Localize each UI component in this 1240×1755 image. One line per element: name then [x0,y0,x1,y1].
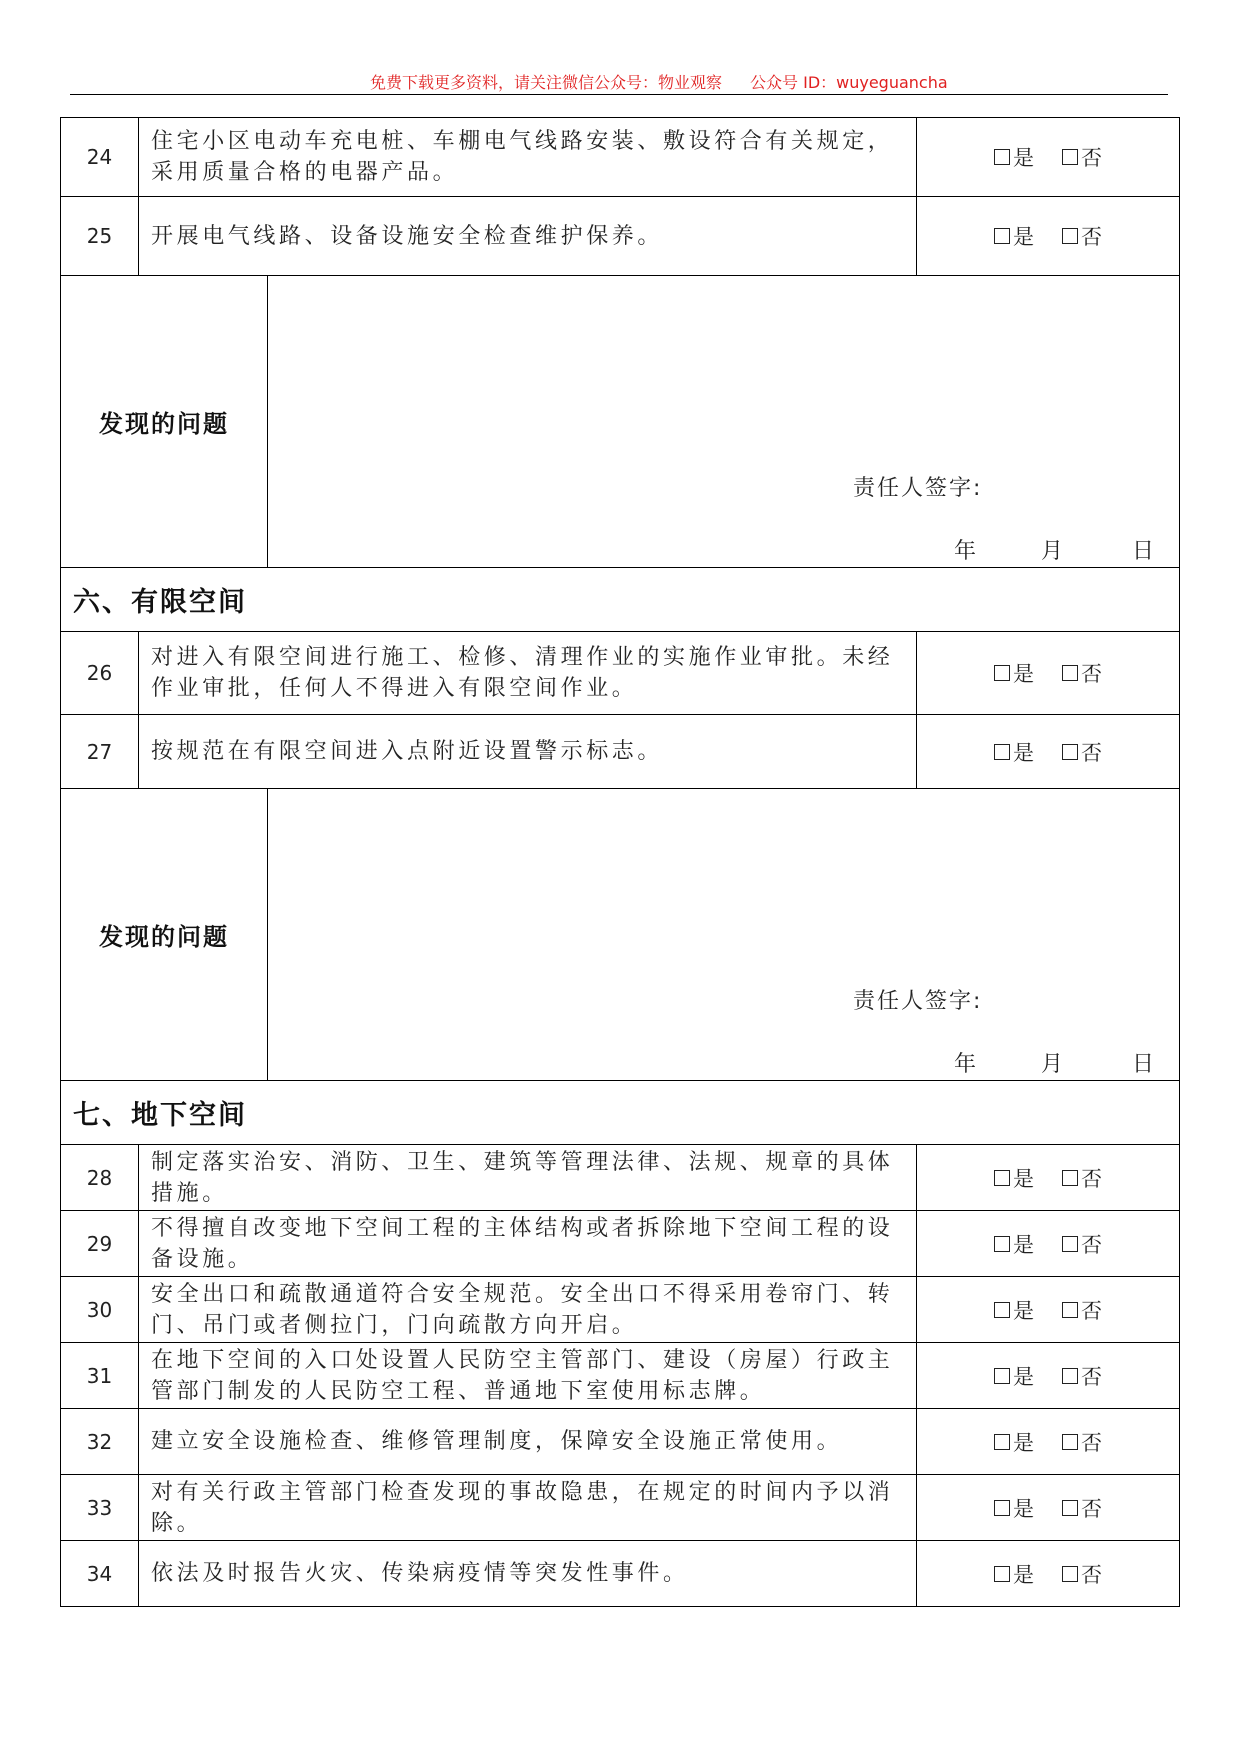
yes-no-options [917,715,1179,788]
no-label: 否 [1081,146,1102,170]
no-option[interactable] [1062,1295,1102,1325]
problem-input-area[interactable] [268,789,1179,1080]
yes-label: 是 [1013,740,1034,765]
yes-label: 是 [1013,1298,1034,1323]
row-description: 开展电气线路、设备设施安全检查维护保养。 [139,197,917,275]
no-option[interactable] [1062,737,1102,767]
yes-option[interactable] [994,1493,1034,1523]
yes-no-options [917,1277,1179,1342]
yes-option[interactable] [994,1427,1034,1457]
checkbox-icon[interactable] [1062,228,1078,244]
table-row [61,1276,1179,1342]
no-label: 否 [1081,1496,1102,1521]
yes-option[interactable] [994,737,1034,767]
row-description: 依法及时报告火灾、传染病疫情等突发性事件。 [139,1541,917,1606]
checkbox-icon[interactable] [1062,1368,1078,1384]
table-row [61,1540,1179,1606]
checkbox-icon[interactable] [1062,1434,1078,1450]
row-number: 32 [61,1409,139,1474]
row-description: 在地下空间的入口处设置人民防空主管部门、建设（房屋）行政主管部门制发的人民防空工程、普通地下室使用标志牌。 [139,1343,917,1408]
no-label: 否 [1081,1166,1102,1191]
problem-label: 发现的问题 [61,789,268,1080]
checkbox-icon[interactable] [1062,665,1078,681]
row-description: 住宅小区电动车充电桩、车棚电气线路安装、敷设符合有关规定，采用质量合格的电器产品。 [139,118,917,196]
table-row [61,714,1179,788]
no-option[interactable] [1062,658,1102,688]
yes-no-options [917,197,1179,275]
checkbox-icon[interactable] [994,149,1010,165]
checkbox-icon[interactable] [1062,1302,1078,1318]
yes-option[interactable] [994,1559,1034,1589]
checkbox-icon[interactable] [994,744,1010,760]
no-label: 否 [1081,1232,1102,1257]
table-row [61,1144,1179,1210]
yes-option[interactable] [994,221,1034,251]
yes-label: 是 [1013,1232,1034,1257]
row-number: 28 [61,1145,139,1210]
checkbox-icon[interactable] [1062,1170,1078,1186]
row-number: 31 [61,1343,139,1408]
yes-option[interactable] [994,1361,1034,1391]
date-month-label: 月 [1041,1052,1064,1077]
checkbox-icon[interactable] [1062,744,1078,760]
yes-no-options [917,1145,1179,1210]
no-option[interactable] [1062,1493,1102,1523]
no-option[interactable] [1062,1361,1102,1391]
checkbox-icon[interactable] [994,1434,1010,1450]
date-month-label: 月 [1041,539,1064,564]
table-row [61,1474,1179,1540]
no-option[interactable] [1062,1559,1102,1589]
problem-input-area[interactable] [268,276,1179,567]
checkbox-icon[interactable] [1062,1566,1078,1582]
yes-no-options [917,1475,1179,1540]
problem-block [61,275,1179,567]
yes-label: 是 [1013,662,1034,686]
row-description: 建立安全设施检查、维修管理制度，保障安全设施正常使用。 [139,1409,917,1474]
checkbox-icon[interactable] [994,228,1010,244]
no-option[interactable] [1062,1163,1102,1193]
table-row [61,118,1179,196]
row-number: 27 [61,715,139,788]
no-label: 否 [1081,662,1102,686]
row-number: 34 [61,1541,139,1606]
row-description: 对进入有限空间进行施工、检修、清理作业的实施作业审批。未经作业审批，任何人不得进入有限空间作业。 [139,632,917,714]
row-description: 按规范在有限空间进入点附近设置警示标志。 [139,715,917,788]
yes-option[interactable] [994,1229,1034,1259]
no-label: 否 [1081,740,1102,765]
row-description: 不得擅自改变地下空间工程的主体结构或者拆除地下空间工程的设备设施。 [139,1211,917,1276]
header-id: 公众号 ID：wuyeguancha [750,73,948,92]
yes-option[interactable] [994,1295,1034,1325]
checkbox-icon[interactable] [994,1236,1010,1252]
yes-no-options [917,118,1179,196]
row-description: 安全出口和疏散通道符合安全规范。安全出口不得采用卷帘门、转门、吊门或者侧拉门，门向疏散方向开启。 [139,1277,917,1342]
signature-label: 责任人签字: [853,476,983,501]
section-title: 七、地下空间 [61,1080,1179,1144]
yes-option[interactable] [994,142,1034,172]
table-row [61,631,1179,714]
row-number: 30 [61,1277,139,1342]
date-day-label: 日 [1132,539,1155,564]
checkbox-icon[interactable] [994,1302,1010,1318]
row-number: 33 [61,1475,139,1540]
no-label: 否 [1081,225,1102,249]
header-watermark [370,70,948,93]
yes-no-options [917,1409,1179,1474]
date-day-label: 日 [1132,1052,1155,1077]
row-number: 29 [61,1211,139,1276]
yes-option[interactable] [994,1163,1034,1193]
checkbox-icon[interactable] [994,1170,1010,1186]
yes-label: 是 [1013,1430,1034,1455]
row-number: 24 [61,118,139,196]
checkbox-icon[interactable] [994,1566,1010,1582]
row-description: 制定落实治安、消防、卫生、建筑等管理法律、法规、规章的具体措施。 [139,1145,917,1210]
checkbox-icon[interactable] [1062,149,1078,165]
yes-label: 是 [1013,1562,1034,1587]
header-text: 免费下载更多资料，请关注微信公众号：物业观察 [370,73,723,92]
row-description: 对有关行政主管部门检查发现的事故隐患，在规定的时间内予以消除。 [139,1475,917,1540]
yes-no-options [917,1343,1179,1408]
row-number: 26 [61,632,139,714]
signature-label: 责任人签字: [853,989,983,1014]
table-row [61,1210,1179,1276]
table-row [61,196,1179,275]
problem-label: 发现的问题 [61,276,268,567]
checkbox-icon[interactable] [994,1368,1010,1384]
no-option[interactable] [1062,142,1102,172]
problem-block [61,788,1179,1080]
no-option[interactable] [1062,1229,1102,1259]
yes-label: 是 [1013,1496,1034,1521]
checkbox-icon[interactable] [1062,1236,1078,1252]
row-number: 25 [61,197,139,275]
inspection-table [60,117,1180,1607]
checkbox-icon[interactable] [1062,1500,1078,1516]
section-title: 六、有限空间 [61,567,1179,631]
yes-label: 是 [1013,146,1034,170]
yes-no-options [917,1211,1179,1276]
yes-label: 是 [1013,1166,1034,1191]
checkbox-icon[interactable] [994,665,1010,681]
no-option[interactable] [1062,221,1102,251]
page-header [70,68,1168,95]
yes-label: 是 [1013,225,1034,249]
yes-label: 是 [1013,1364,1034,1389]
no-label: 否 [1081,1298,1102,1323]
yes-no-options [917,632,1179,714]
date-year-label: 年 [954,1052,977,1077]
yes-no-options [917,1541,1179,1606]
table-row [61,1408,1179,1474]
no-option[interactable] [1062,1427,1102,1457]
table-row [61,1342,1179,1408]
no-label: 否 [1081,1364,1102,1389]
checkbox-icon[interactable] [994,1500,1010,1516]
yes-option[interactable] [994,658,1034,688]
date-year-label: 年 [954,539,977,564]
no-label: 否 [1081,1430,1102,1455]
no-label: 否 [1081,1562,1102,1587]
